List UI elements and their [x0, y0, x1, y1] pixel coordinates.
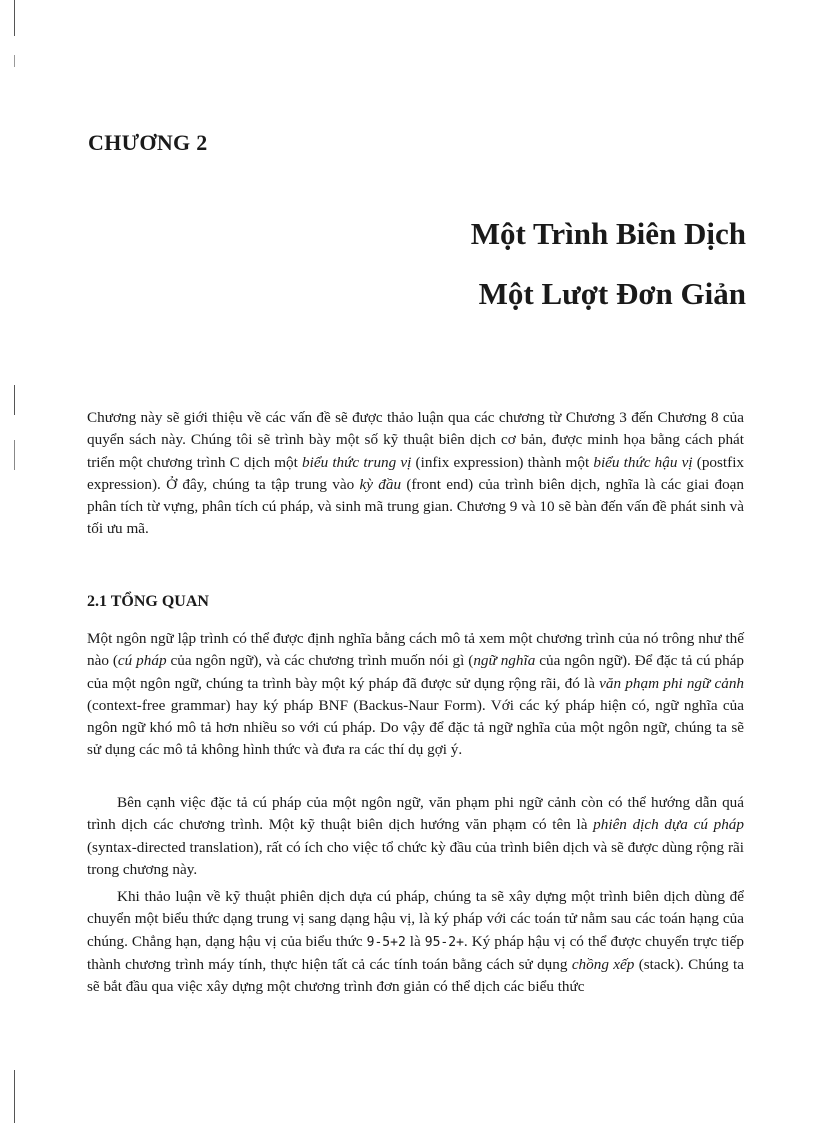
- scan-margin-line: [14, 385, 15, 415]
- code-expression-postfix: 95-2+: [424, 934, 464, 950]
- chapter-title-line-1: Một Trình Biên Dịch: [470, 216, 746, 251]
- scan-margin-line: [14, 55, 15, 67]
- chapter-title-line-2: Một Lượt Đơn Giản: [478, 276, 746, 311]
- section-paragraph-3: Khi thảo luận về kỹ thuật phiên dịch dựa cú pháp, chúng ta sẽ xây dựng một trình biên dịch dùng để chuyển một biểu thức dạng trung vị sang dạng hậu vị, là ký pháp với các toán tử nằm sau các toán hạng của chúng. Chẳng hạn, dạng hậu vị của biểu thức 9-5+2 là 95-2+. Ký pháp hậu vị có thể được chuyển trực tiếp thành chương trình máy tính, thực hiện tất cả các tính toán bằng cách sử dụng chồng xếp (stack). Chúng ta sẽ bắt đầu qua việc xây dựng một chương trình đơn giản có thể dịch các biểu thức: [87, 888, 744, 996]
- chapter-label: CHƯƠNG 2: [88, 130, 208, 155]
- code-expression-infix: 9-5+2: [366, 934, 406, 950]
- scan-margin-line: [14, 0, 15, 36]
- section-paragraph-1: Một ngôn ngữ lập trình có thể được định nghĩa bằng cách mô tả xem một chương trình của nó trông như thế nào (cú pháp của ngôn ngữ), và các chương trình muốn nói gì (ngữ nghĩa của ngôn ngữ). Để đặc tả cú pháp của một ngôn ngữ, chúng ta trình bày một ký pháp đã được sử dụng rộng rãi, đó là văn phạm phi ngữ cảnh (context-free grammar) hay ký pháp BNF (Backus-Naur Form). Với các ký pháp hiện có, ngữ nghĩa của ngôn ngữ khó mô tả hơn nhiều so với cú pháp. Do vậy để đặc tả ngữ nghĩa của một ngôn ngữ, chúng ta sẽ sử dụng các mô tả không hình thức và đưa ra các thí dụ gợi ý.: [87, 630, 745, 759]
- section-paragraph-2: Bên cạnh việc đặc tả cú pháp của một ngôn ngữ, văn phạm phi ngữ cảnh còn có thể hướng dẫn quá trình dịch các chương trình. Một kỹ thuật biên dịch hướng văn phạm có tên là phiên dịch dựa cú pháp (syntax-directed translation), rất có ích cho việc tổ chức kỳ đầu của trình biên dịch và sẽ được dùng rộng rãi trong chương này.: [87, 794, 744, 878]
- scan-margin-line: [14, 1070, 15, 1123]
- scan-margin-line: [14, 440, 15, 470]
- section-heading: 2.1 TỔNG QUAN: [87, 593, 209, 610]
- intro-paragraph: Chương này sẽ giới thiệu về các vấn đề sẽ được thảo luận qua các chương từ Chương 3 đến Chương 8 của quyển sách này. Chúng tôi sẽ trình bày một số kỹ thuật biên dịch cơ bản, được minh họa bằng cách phát triển một chương trình C dịch một biểu thức trung vị (infix expression) thành một biểu thức hậu vị (postfix expression). Ở đây, chúng ta tập trung vào kỳ đầu (front end) của trình biên dịch, nghĩa là các giai đoạn phân tích từ vựng, phân tích cú pháp, và sinh mã trung gian. Chương 9 và 10 sẽ bàn đến vấn đề phát sinh và tối ưu mã.: [87, 409, 745, 538]
